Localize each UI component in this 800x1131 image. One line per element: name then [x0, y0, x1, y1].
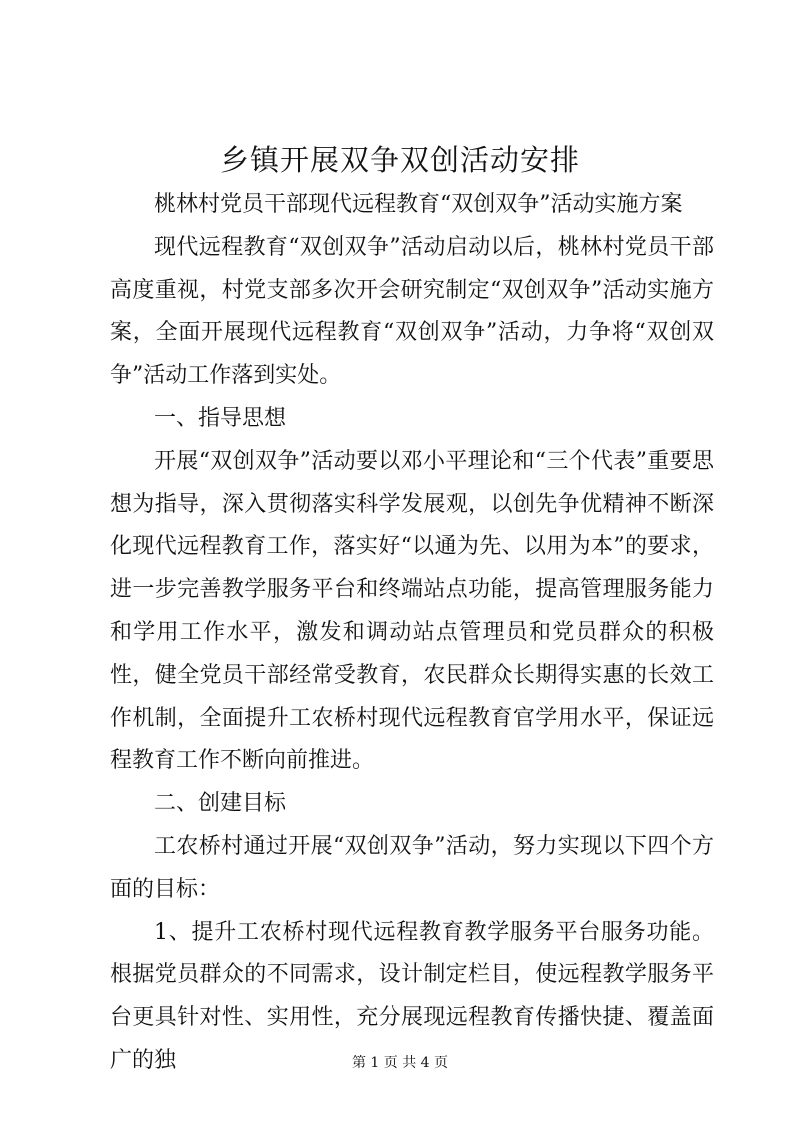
document-title: 乡镇开展双争双创活动安排 — [219, 143, 580, 177]
document-body — [110, 184, 714, 1083]
subtitle-paragraph: 桃林村党员干部现代远程教育“双创双争”活动实施方案 — [154, 192, 683, 217]
goal-1-paragraph: 1、提升工农桥村现代远程教育教学服务平台服务功能。根据党员群众的不同需求，设计制定栏目，使远程教学服务平台更具针对性、实用性，充分展现远程教育传播快捷、覆盖面广的独 — [110, 919, 714, 1073]
page-footer: 第 1 页 共 4 页 — [351, 1055, 449, 1071]
intro-paragraph: 现代远程教育“双创双争”活动启动以后，桃林村党员干部高度重视，村党支部多次开会研究制定“双创双争”活动实施方案，全面开展现代远程教育“双创双争”活动，力争将“双创双争”活动工作落到实处。 — [110, 234, 714, 389]
section-heading-goals: 二、创建目标 — [154, 791, 287, 817]
section-heading-guiding-thought: 一、指导思想 — [154, 405, 287, 431]
guiding-thought-paragraph: 开展“双创双争”活动要以邓小平理论和“三个代表”重要思想为指导，深入贯彻落实科学发展观，以创先争优精神不断深化现代远程教育工作，落实好“以通为先、以用为本”的要求，进一步完善教学服务平台和终端站点功能，提高管理服务能力和学用工作水平，激发和调动站点管理员和党员群众的积极性，健全党员干部经常受教育，农民群众长期得实惠的长效工作机制，全面提升工农桥村现代远程教育官学用水平，保证远程教育工作不断向前推进。 — [110, 448, 714, 774]
goals-intro-paragraph: 工农桥村通过开展“双创双争”活动，努力实现以下四个方面的目标： — [110, 833, 714, 902]
